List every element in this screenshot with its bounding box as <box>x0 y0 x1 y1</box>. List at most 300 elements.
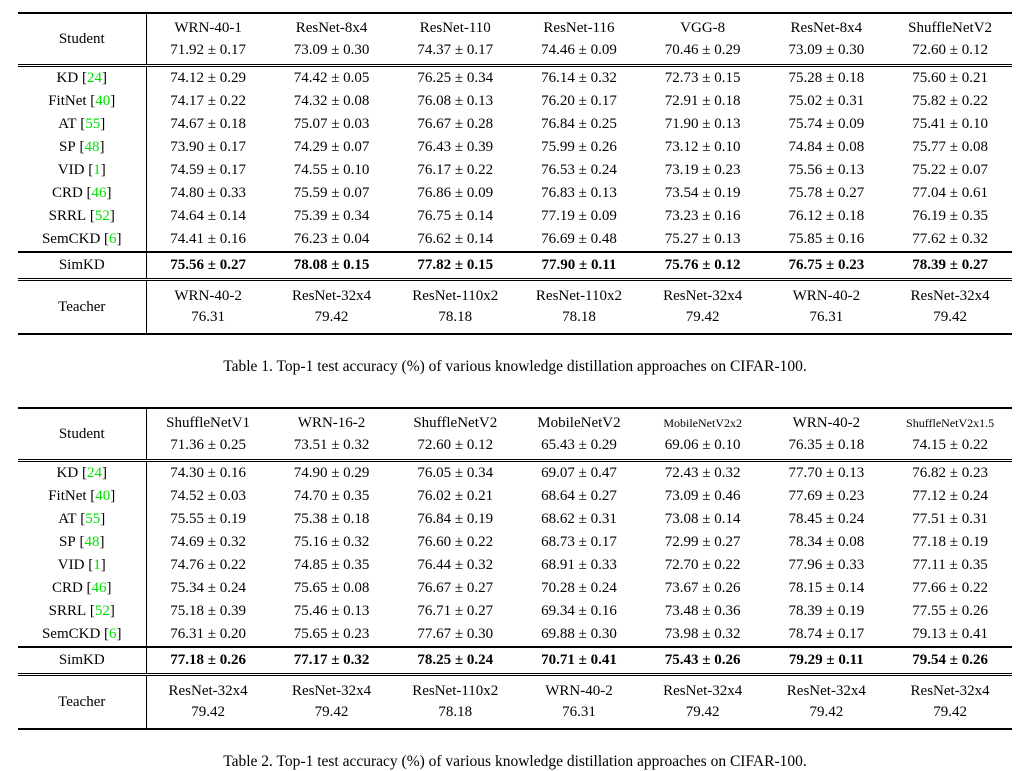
accuracy-value: 78.39 ± 0.19 <box>788 603 865 619</box>
model-accuracy: 73.09 ± 0.30 <box>293 42 370 58</box>
accuracy-value: 76.12 ± 0.18 <box>788 208 865 224</box>
bracket-close: ] <box>99 139 105 155</box>
accuracy-value: 76.14 ± 0.32 <box>541 70 617 86</box>
citation-link[interactable]: 48 <box>84 534 100 550</box>
method-name: KD <box>56 465 79 481</box>
simkd-row <box>18 252 1012 280</box>
method-name: SRRL <box>48 603 87 619</box>
accuracy-value: 74.84 ± 0.08 <box>788 139 865 155</box>
accuracy-value: 75.34 ± 0.24 <box>170 580 246 596</box>
model-accuracy: 79.42 <box>191 704 225 720</box>
model-name: ResNet-32x4 <box>910 683 990 699</box>
accuracy-value: 74.52 ± 0.03 <box>170 488 246 504</box>
accuracy-value: 75.65 ± 0.08 <box>293 580 370 596</box>
accuracy-value: 76.60 ± 0.22 <box>417 534 494 550</box>
model-name: WRN-40-2 <box>792 415 861 431</box>
bracket-close: ] <box>110 488 116 504</box>
method-row <box>18 600 1012 623</box>
model-cell <box>517 280 641 335</box>
model-accuracy: 71.36 ± 0.25 <box>170 437 246 453</box>
method-row <box>18 623 1012 647</box>
accuracy-value: 76.86 ± 0.09 <box>417 185 494 201</box>
simkd-accuracy-value: 77.82 ± 0.15 <box>393 252 517 280</box>
accuracy-value: 69.88 ± 0.30 <box>541 626 617 642</box>
method-name: FitNet <box>48 488 87 504</box>
model-cell <box>270 280 394 335</box>
model-cell <box>765 280 889 335</box>
accuracy-value: 72.70 ± 0.22 <box>664 557 741 573</box>
accuracy-value: 78.34 ± 0.08 <box>788 534 865 550</box>
bracket-open: [ <box>88 557 94 573</box>
model-cell <box>393 280 517 335</box>
method-name: FitNet <box>48 93 87 109</box>
citation-link[interactable]: 40 <box>95 93 111 109</box>
simkd-accuracy-value: 75.43 ± 0.26 <box>641 647 765 675</box>
model-name: ResNet-32x4 <box>910 288 990 304</box>
method-row <box>18 577 1012 600</box>
accuracy-value: 76.75 ± 0.14 <box>417 208 494 224</box>
method-name: VID <box>57 557 85 573</box>
model-name: ResNet-116 <box>543 20 615 36</box>
accuracy-value: 76.84 ± 0.19 <box>417 511 494 527</box>
method-label <box>18 531 146 554</box>
bracket-close: ] <box>110 93 116 109</box>
simkd-accuracy-value: 78.08 ± 0.15 <box>270 252 394 280</box>
accuracy-value: 74.30 ± 0.16 <box>170 465 246 481</box>
accuracy-value: 76.71 ± 0.27 <box>417 603 494 619</box>
accuracy-value: 75.39 ± 0.34 <box>293 208 370 224</box>
accuracy-value: 76.84 ± 0.25 <box>541 116 617 132</box>
model-name: ResNet-110 <box>419 20 491 36</box>
accuracy-value: 71.90 ± 0.13 <box>664 116 741 132</box>
method-row <box>18 554 1012 577</box>
model-cell <box>888 280 1012 335</box>
model-name: ResNet-110x2 <box>412 288 499 304</box>
table-2-caption: Table 2. Top-1 test accuracy (%) of various knowledge distillation approaches on CIFAR-100. <box>223 753 807 770</box>
simkd-accuracy-value: 77.90 ± 0.11 <box>517 252 641 280</box>
bracket-close: ] <box>109 603 115 619</box>
student-header-row-label: Student <box>18 408 146 461</box>
citation-link[interactable]: 1 <box>93 557 101 573</box>
accuracy-value: 75.07 ± 0.03 <box>293 116 370 132</box>
method-row <box>18 228 1012 252</box>
model-accuracy: 78.18 <box>438 309 473 325</box>
accuracy-value: 74.76 ± 0.22 <box>170 557 246 573</box>
bracket-open: [ <box>79 139 85 155</box>
bracket-close: ] <box>100 162 106 178</box>
accuracy-value: 75.22 ± 0.07 <box>912 162 988 178</box>
model-cell <box>765 675 889 730</box>
model-accuracy: 78.18 <box>562 309 596 325</box>
teacher-row-label: Teacher <box>18 675 146 730</box>
accuracy-value: 77.19 ± 0.09 <box>541 208 617 224</box>
accuracy-value: 72.43 ± 0.32 <box>664 465 741 481</box>
accuracy-value: 78.74 ± 0.17 <box>788 626 865 642</box>
accuracy-value: 73.12 ± 0.10 <box>664 139 741 155</box>
bracket-close: ] <box>109 208 115 224</box>
bracket-close: ] <box>100 557 106 573</box>
teacher-row <box>18 675 1012 730</box>
accuracy-value: 75.60 ± 0.21 <box>912 70 988 86</box>
accuracy-value: 77.11 ± 0.35 <box>912 557 988 573</box>
bracket-close: ] <box>116 626 122 642</box>
accuracy-value: 76.02 ± 0.21 <box>417 488 494 504</box>
model-cell <box>641 675 765 730</box>
citation-link[interactable]: 46 <box>91 185 107 201</box>
method-label <box>18 485 146 508</box>
accuracy-value: 73.98 ± 0.32 <box>664 626 741 642</box>
accuracy-value: 68.91 ± 0.33 <box>541 557 617 573</box>
model-name: ShuffleNetV2x1.5 <box>906 416 995 430</box>
method-name: SRRL <box>48 208 87 224</box>
simkd-accuracy-value: 77.18 ± 0.26 <box>146 647 270 675</box>
accuracy-value: 74.85 ± 0.35 <box>293 557 370 573</box>
model-accuracy: 76.31 <box>809 309 844 325</box>
simkd-accuracy-value: 79.54 ± 0.26 <box>888 647 1012 675</box>
table-1 <box>0 12 1030 335</box>
model-name: VGG-8 <box>680 20 726 36</box>
model-accuracy: 69.06 ± 0.10 <box>664 437 741 453</box>
model-cell <box>888 408 1012 461</box>
method-name: AT <box>58 116 77 132</box>
bracket-open: [ <box>80 116 86 132</box>
citation-link[interactable]: 55 <box>85 511 101 527</box>
method-name: SemCKD <box>41 626 101 642</box>
method-name: SP <box>59 139 76 155</box>
accuracy-value: 72.99 ± 0.27 <box>664 534 741 550</box>
method-name: SemCKD <box>41 231 101 247</box>
accuracy-value: 75.18 ± 0.39 <box>170 603 246 619</box>
accuracy-value: 76.44 ± 0.32 <box>417 557 494 573</box>
accuracy-value: 75.85 ± 0.16 <box>788 231 865 247</box>
accuracy-value: 76.83 ± 0.13 <box>541 185 617 201</box>
accuracy-value: 75.56 ± 0.13 <box>788 162 865 178</box>
bracket-open: [ <box>89 208 95 224</box>
method-row <box>18 461 1012 486</box>
simkd-accuracy-value: 75.76 ± 0.12 <box>641 252 765 280</box>
method-label <box>18 182 146 205</box>
accuracy-value: 75.78 ± 0.27 <box>788 185 865 201</box>
model-accuracy: 74.46 ± 0.09 <box>541 42 617 58</box>
citation-link[interactable]: 46 <box>91 580 107 596</box>
model-name: WRN-40-1 <box>174 20 242 36</box>
bracket-open: [ <box>86 580 92 596</box>
accuracy-value: 76.62 ± 0.14 <box>417 231 494 247</box>
bracket-open: [ <box>81 70 87 86</box>
accuracy-value: 75.38 ± 0.18 <box>293 511 370 527</box>
bracket-open: [ <box>90 93 96 109</box>
model-accuracy: 73.09 ± 0.30 <box>788 42 865 58</box>
accuracy-value: 76.82 ± 0.23 <box>912 465 988 481</box>
model-cell <box>765 13 889 66</box>
student-header-row-label: Student <box>18 13 146 66</box>
model-name: MobileNetV2 <box>537 415 621 431</box>
accuracy-value: 75.59 ± 0.07 <box>293 185 370 201</box>
accuracy-value: 77.69 ± 0.23 <box>788 488 865 504</box>
model-name: ResNet-110x2 <box>412 683 499 699</box>
citation-link[interactable]: 6 <box>109 231 117 247</box>
accuracy-value: 74.17 ± 0.22 <box>170 93 246 109</box>
accuracy-value: 74.41 ± 0.16 <box>170 231 246 247</box>
model-accuracy: 76.31 <box>191 309 225 325</box>
accuracy-value: 74.29 ± 0.07 <box>293 139 370 155</box>
model-cell <box>146 675 270 730</box>
simkd-accuracy-value: 76.75 ± 0.23 <box>765 252 889 280</box>
model-name: WRN-40-2 <box>174 288 242 304</box>
simkd-row <box>18 647 1012 675</box>
accuracy-value: 76.53 ± 0.24 <box>541 162 617 178</box>
accuracy-value: 74.67 ± 0.18 <box>170 116 246 132</box>
accuracy-value: 74.32 ± 0.08 <box>293 93 370 109</box>
bracket-open: [ <box>88 162 94 178</box>
model-accuracy: 72.60 ± 0.12 <box>912 42 988 58</box>
accuracy-value: 75.82 ± 0.22 <box>912 93 988 109</box>
accuracy-value: 76.19 ± 0.35 <box>912 208 988 224</box>
method-label <box>18 461 146 486</box>
accuracy-value: 76.23 ± 0.04 <box>293 231 370 247</box>
model-name: ResNet-32x4 <box>786 683 866 699</box>
simkd-label: SimKD <box>18 252 146 280</box>
method-label <box>18 508 146 531</box>
model-name: ResNet-32x4 <box>291 288 372 304</box>
bracket-close: ] <box>106 580 112 596</box>
accuracy-value: 76.25 ± 0.34 <box>417 70 494 86</box>
table-1-caption: Table 1. Top-1 test accuracy (%) of various knowledge distillation approaches on CIFAR-100. <box>223 358 807 375</box>
accuracy-value: 76.31 ± 0.20 <box>170 626 246 642</box>
method-row <box>18 182 1012 205</box>
accuracy-value: 75.27 ± 0.13 <box>664 231 741 247</box>
model-name: ResNet-8x4 <box>295 20 368 36</box>
accuracy-value: 74.55 ± 0.10 <box>293 162 370 178</box>
model-name: ResNet-8x4 <box>790 20 863 36</box>
simkd-accuracy-value: 78.25 ± 0.24 <box>393 647 517 675</box>
method-label <box>18 554 146 577</box>
bracket-open: [ <box>86 185 92 201</box>
model-name: MobileNetV2x2 <box>663 416 742 430</box>
bracket-open: [ <box>81 465 87 481</box>
accuracy-value: 74.90 ± 0.29 <box>293 465 370 481</box>
citation-link[interactable]: 55 <box>85 116 101 132</box>
bracket-close: ] <box>116 231 122 247</box>
model-name: ResNet-32x4 <box>663 288 743 304</box>
simkd-accuracy-value: 70.71 ± 0.41 <box>517 647 641 675</box>
model-cell <box>270 408 394 461</box>
model-accuracy: 71.92 ± 0.17 <box>170 42 246 58</box>
accuracy-value: 76.67 ± 0.27 <box>417 580 494 596</box>
accuracy-value: 74.70 ± 0.35 <box>293 488 370 504</box>
simkd-accuracy-value: 77.17 ± 0.32 <box>270 647 394 675</box>
accuracy-value: 73.08 ± 0.14 <box>664 511 741 527</box>
accuracy-value: 76.08 ± 0.13 <box>417 93 494 109</box>
accuracy-value: 73.90 ± 0.17 <box>170 139 246 155</box>
bracket-close: ] <box>100 511 106 527</box>
model-name: WRN-40-2 <box>792 288 861 304</box>
simkd-accuracy-value: 79.29 ± 0.11 <box>765 647 889 675</box>
accuracy-value: 78.45 ± 0.24 <box>788 511 865 527</box>
bracket-close: ] <box>101 70 107 86</box>
model-name: ShuffleNetV2 <box>413 415 498 431</box>
simkd-accuracy-value: 75.56 ± 0.27 <box>146 252 270 280</box>
accuracy-value: 76.17 ± 0.22 <box>417 162 494 178</box>
simkd-accuracy-value: 78.39 ± 0.27 <box>888 252 1012 280</box>
method-label <box>18 159 146 182</box>
method-name: VID <box>57 162 85 178</box>
accuracy-value: 75.55 ± 0.19 <box>170 511 246 527</box>
accuracy-value: 77.55 ± 0.26 <box>912 603 988 619</box>
method-label <box>18 623 146 647</box>
model-accuracy: 78.18 <box>438 704 473 720</box>
accuracy-value: 73.19 ± 0.23 <box>664 162 741 178</box>
model-cell <box>146 280 270 335</box>
model-accuracy: 74.37 ± 0.17 <box>417 42 494 58</box>
method-row <box>18 205 1012 228</box>
method-name: SP <box>59 534 76 550</box>
citation-link[interactable]: 24 <box>86 70 102 86</box>
method-row <box>18 508 1012 531</box>
model-name: ShuffleNetV2 <box>908 20 993 36</box>
accuracy-value: 73.09 ± 0.46 <box>664 488 741 504</box>
accuracy-value: 74.59 ± 0.17 <box>170 162 246 178</box>
method-name: KD <box>56 70 79 86</box>
model-cell <box>146 13 270 66</box>
citation-link[interactable]: 40 <box>95 488 111 504</box>
model-accuracy: 79.42 <box>809 704 844 720</box>
citation-link[interactable]: 1 <box>93 162 101 178</box>
simkd-label: SimKD <box>18 647 146 675</box>
bracket-open: [ <box>80 511 86 527</box>
accuracy-value: 73.67 ± 0.26 <box>664 580 741 596</box>
accuracy-value: 75.46 ± 0.13 <box>293 603 370 619</box>
method-row <box>18 66 1012 91</box>
method-row <box>18 485 1012 508</box>
model-cell <box>393 408 517 461</box>
accuracy-value: 75.74 ± 0.09 <box>788 116 865 132</box>
accuracy-value: 74.80 ± 0.33 <box>170 185 246 201</box>
citation-link[interactable]: 48 <box>84 139 100 155</box>
accuracy-value: 73.54 ± 0.19 <box>664 185 741 201</box>
model-accuracy: 74.15 ± 0.22 <box>912 437 988 453</box>
accuracy-value: 77.70 ± 0.13 <box>788 465 865 481</box>
method-row <box>18 159 1012 182</box>
bracket-open: [ <box>89 603 95 619</box>
accuracy-value: 76.69 ± 0.48 <box>541 231 617 247</box>
accuracy-value: 68.62 ± 0.31 <box>541 511 617 527</box>
accuracy-value: 75.02 ± 0.31 <box>788 93 865 109</box>
accuracy-value: 72.91 ± 0.18 <box>664 93 741 109</box>
model-name: WRN-40-2 <box>545 683 613 699</box>
model-cell <box>517 13 641 66</box>
accuracy-value: 76.20 ± 0.17 <box>541 93 617 109</box>
kd-results-table <box>18 407 1012 730</box>
model-name: ResNet-32x4 <box>168 683 248 699</box>
method-label <box>18 577 146 600</box>
accuracy-value: 69.34 ± 0.16 <box>541 603 617 619</box>
table-2 <box>0 407 1030 730</box>
accuracy-value: 77.66 ± 0.22 <box>912 580 988 596</box>
bracket-open: [ <box>90 488 96 504</box>
method-name: CRD <box>51 580 83 596</box>
accuracy-value: 72.73 ± 0.15 <box>664 70 741 86</box>
accuracy-value: 77.62 ± 0.32 <box>912 231 988 247</box>
method-name: CRD <box>51 185 83 201</box>
accuracy-value: 77.18 ± 0.19 <box>912 534 988 550</box>
accuracy-value: 79.13 ± 0.41 <box>912 626 988 642</box>
model-cell <box>641 408 765 461</box>
model-cell <box>888 13 1012 66</box>
method-label <box>18 66 146 91</box>
model-cell <box>765 408 889 461</box>
model-cell <box>393 675 517 730</box>
method-label <box>18 113 146 136</box>
method-name: AT <box>58 511 77 527</box>
bracket-close: ] <box>101 465 107 481</box>
model-accuracy: 79.42 <box>314 704 349 720</box>
method-label <box>18 136 146 159</box>
teacher-row <box>18 280 1012 335</box>
model-cell <box>393 13 517 66</box>
accuracy-value: 76.67 ± 0.28 <box>417 116 494 132</box>
accuracy-value: 69.07 ± 0.47 <box>541 465 617 481</box>
model-cell <box>888 675 1012 730</box>
accuracy-value: 77.96 ± 0.33 <box>788 557 865 573</box>
method-label <box>18 600 146 623</box>
accuracy-value: 74.64 ± 0.14 <box>170 208 246 224</box>
model-cell <box>270 13 394 66</box>
method-row <box>18 136 1012 159</box>
bracket-open: [ <box>104 626 110 642</box>
accuracy-value: 74.12 ± 0.29 <box>170 70 246 86</box>
method-label <box>18 90 146 113</box>
model-accuracy: 73.51 ± 0.32 <box>293 437 370 453</box>
citation-link[interactable]: 24 <box>86 465 102 481</box>
model-accuracy: 79.42 <box>685 704 720 720</box>
model-accuracy: 76.35 ± 0.18 <box>788 437 865 453</box>
model-accuracy: 65.43 ± 0.29 <box>541 437 617 453</box>
model-accuracy: 79.42 <box>685 309 720 325</box>
accuracy-value: 77.67 ± 0.30 <box>417 626 494 642</box>
method-row <box>18 90 1012 113</box>
model-accuracy: 76.31 <box>562 704 596 720</box>
accuracy-value: 76.43 ± 0.39 <box>417 139 494 155</box>
model-cell <box>270 675 394 730</box>
model-accuracy: 79.42 <box>933 309 967 325</box>
model-name: WRN-16-2 <box>297 415 366 431</box>
accuracy-value: 77.51 ± 0.31 <box>912 511 988 527</box>
bracket-close: ] <box>100 116 106 132</box>
model-cell <box>641 13 765 66</box>
accuracy-value: 70.28 ± 0.24 <box>541 580 617 596</box>
accuracy-value: 78.15 ± 0.14 <box>788 580 865 596</box>
model-name: ResNet-110x2 <box>535 288 623 304</box>
model-accuracy: 79.42 <box>314 309 349 325</box>
citation-link[interactable]: 52 <box>94 603 110 619</box>
accuracy-value: 75.99 ± 0.26 <box>541 139 617 155</box>
accuracy-value: 68.73 ± 0.17 <box>541 534 617 550</box>
citation-link[interactable]: 6 <box>109 626 117 642</box>
citation-link[interactable]: 52 <box>94 208 110 224</box>
accuracy-value: 75.65 ± 0.23 <box>293 626 370 642</box>
model-name: ResNet-32x4 <box>663 683 743 699</box>
bracket-open: [ <box>104 231 110 247</box>
method-row <box>18 531 1012 554</box>
bracket-close: ] <box>106 185 112 201</box>
model-cell <box>641 280 765 335</box>
accuracy-value: 77.04 ± 0.61 <box>912 185 988 201</box>
bracket-open: [ <box>79 534 85 550</box>
method-label <box>18 205 146 228</box>
accuracy-value: 73.23 ± 0.16 <box>664 208 741 224</box>
model-cell <box>517 675 641 730</box>
